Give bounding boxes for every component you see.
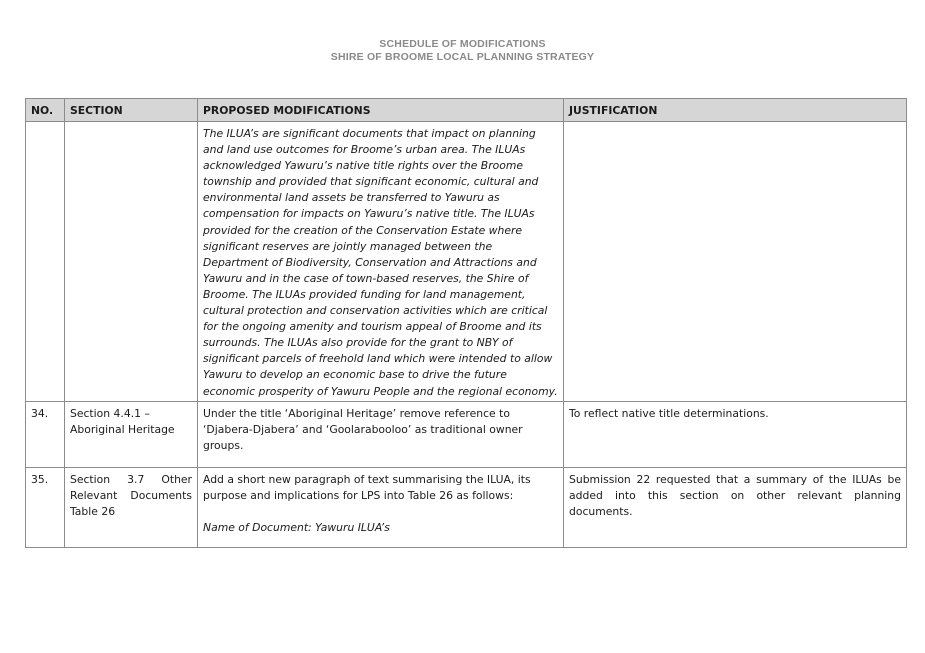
document-title: SCHEDULE OF MODIFICATIONS <box>379 38 546 50</box>
proposed-text: Add a short new paragraph of text summarising the ILUA, its purpose and implications for LPS into Table 26 as follows: <box>203 472 531 502</box>
column-header-justification: JUSTIFICATION <box>564 99 907 122</box>
table-header-row <box>26 99 907 122</box>
modifications-table <box>25 98 907 548</box>
paragraph-gap <box>203 504 558 520</box>
cell-proposed-modification: The ILUA’s are significant documents that impact on planning and land use outcomes for Broome’s urban area. The ILUAs acknowledged Yawuru’s native title rights over the Broome township and provided that significant economic, cultural and environmental land assets be transferred to Yawuru as compensation for impacts on Yawuru’s native title. The ILUAs provided for the creation of the Conservation Estate where significant reserves are jointly managed between the Department of Biodiversity, Conservation and Attractions and Yawuru and in the case of town-based reserves, the Shire of Broome. The ILUAs provided funding for land management, cultural protection and conservation activities which are critical for the ongoing amenity and tourism appeal of Broome and its surrounds. The ILUAs also provide for the grant to NBY of significant parcels of freehold land which were intended to allow Yawuru to develop an economic base to drive the future economic prosperity of Yawuru People and the regional economy. <box>198 122 564 402</box>
cell-proposed-modification <box>198 467 564 547</box>
column-header-proposed-modifications: PROPOSED MODIFICATIONS <box>198 99 564 122</box>
table-row <box>26 401 907 467</box>
cell-no <box>26 122 65 402</box>
page-header <box>0 38 925 64</box>
table-row <box>26 122 907 402</box>
cell-section: Section 3.7 Other Relevant Documents Table 26 <box>65 467 198 547</box>
cell-justification: To reflect native title determinations. <box>564 401 907 467</box>
cell-no: 35. <box>26 467 65 547</box>
column-header-no: NO. <box>26 99 65 122</box>
column-header-section: SECTION <box>65 99 198 122</box>
table-row <box>26 467 907 547</box>
proposed-note: Name of Document: Yawuru ILUA’s <box>203 520 390 534</box>
cell-proposed-modification: Under the title ‘Aboriginal Heritage’ remove reference to ‘Djabera-Djabera’ and ‘Goolarabooloo’ as traditional owner groups. <box>198 401 564 467</box>
document-subtitle: SHIRE OF BROOME LOCAL PLANNING STRATEGY <box>330 51 595 63</box>
cell-section: Section 4.4.1 – Aboriginal Heritage <box>65 401 198 467</box>
cell-justification: Submission 22 requested that a summary of the ILUAs be added into this section on other relevant planning documents. <box>564 467 907 547</box>
cell-no: 34. <box>26 401 65 467</box>
cell-section <box>65 122 198 402</box>
cell-justification <box>564 122 907 402</box>
